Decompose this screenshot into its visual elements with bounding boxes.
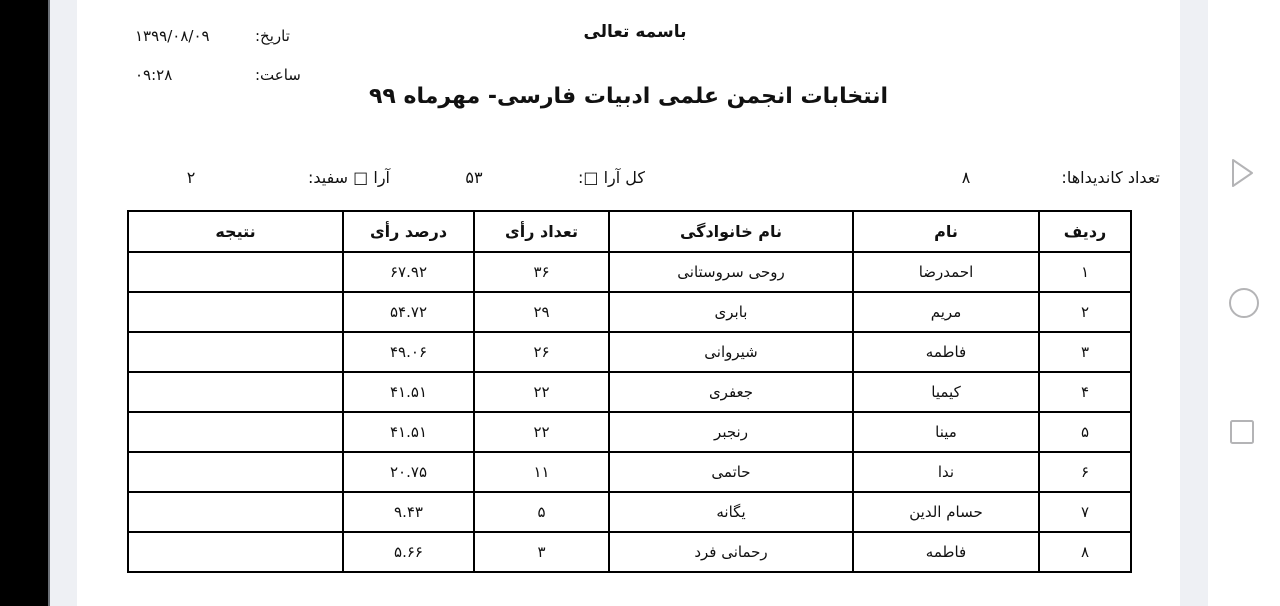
table-row <box>128 492 1131 532</box>
table-row <box>128 412 1131 452</box>
table-cell: ندا <box>853 452 1039 492</box>
table-cell: حاتمی <box>609 452 853 492</box>
candidates-count-value: ۸ <box>961 168 971 187</box>
table-cell: بابری <box>609 292 853 332</box>
table-cell: رنجبر <box>609 412 853 452</box>
back-button[interactable] <box>1228 157 1256 189</box>
table-cell: مریم <box>853 292 1039 332</box>
table-cell: ۲ <box>1039 292 1131 332</box>
table-cell: ۳۶ <box>474 252 609 292</box>
besmellah-text: باسمه تعالی <box>583 22 687 42</box>
table-cell: ۵۴.۷۲ <box>343 292 474 332</box>
date-label: تاریخ: <box>255 27 290 45</box>
table-cell <box>128 452 343 492</box>
table-cell: ۵.۶۶ <box>343 532 474 572</box>
table-row <box>128 372 1131 412</box>
table-cell: ۷ <box>1039 492 1131 532</box>
table-cell: ۴۱.۵۱ <box>343 412 474 452</box>
table-cell: ۱۱ <box>474 452 609 492</box>
table-cell: ۴۹.۰۶ <box>343 332 474 372</box>
table-cell: ۵ <box>474 492 609 532</box>
table-cell: حسام الدین <box>853 492 1039 532</box>
table-cell: شیروانی <box>609 332 853 372</box>
recent-apps-button[interactable] <box>1228 418 1256 446</box>
home-circle-icon <box>1228 287 1260 319</box>
table-header-cell: درصد رأی <box>343 211 474 252</box>
table-cell <box>128 372 343 412</box>
total-votes-label: کل آرا □: <box>577 168 645 187</box>
table-row <box>128 332 1131 372</box>
time-label: ساعت: <box>255 66 301 84</box>
total-votes-value: ۵۳ <box>465 168 483 187</box>
table-cell <box>128 412 343 452</box>
table-cell: ۲۰.۷۵ <box>343 452 474 492</box>
candidates-count-label: تعداد کاندیداها: <box>1061 168 1160 187</box>
table-header-cell: ردیف <box>1039 211 1131 252</box>
table-cell <box>128 292 343 332</box>
table-cell <box>128 332 343 372</box>
table-cell: احمدرضا <box>853 252 1039 292</box>
page-title: انتخابات انجمن علمی ادبیات فارسی- مهرماه ۹۹ <box>368 84 889 109</box>
table-cell: ۳ <box>1039 332 1131 372</box>
table-cell: ۴ <box>1039 372 1131 412</box>
table-cell: جعفری <box>609 372 853 412</box>
table-cell <box>128 252 343 292</box>
table-header-cell: نام <box>853 211 1039 252</box>
table-cell: ۱ <box>1039 252 1131 292</box>
table-cell <box>128 532 343 572</box>
table-row <box>128 452 1131 492</box>
table-cell: ۵ <box>1039 412 1131 452</box>
table-cell: روحی سروستانی <box>609 252 853 292</box>
table-cell: ۴۱.۵۱ <box>343 372 474 412</box>
recent-square-icon <box>1228 418 1256 446</box>
page-right-gutter <box>1180 0 1208 606</box>
table-cell: مینا <box>853 412 1039 452</box>
table-cell <box>128 492 343 532</box>
page-left-gutter <box>48 0 77 606</box>
table-cell: ۶ <box>1039 452 1131 492</box>
document-page <box>77 0 1180 606</box>
table-cell: ۲۶ <box>474 332 609 372</box>
table-cell: ۸ <box>1039 532 1131 572</box>
table-cell: ۶۷.۹۲ <box>343 252 474 292</box>
table-row <box>128 252 1131 292</box>
table-cell: ۲۹ <box>474 292 609 332</box>
table-cell: ۹.۴۳ <box>343 492 474 532</box>
table-cell: فاطمه <box>853 532 1039 572</box>
table-cell: یگانه <box>609 492 853 532</box>
table-cell: فاطمه <box>853 332 1039 372</box>
table-row <box>128 532 1131 572</box>
table-header-cell: تعداد رأی <box>474 211 609 252</box>
table-row <box>128 292 1131 332</box>
table-cell: ۳ <box>474 532 609 572</box>
table-header-cell: نتیجه <box>128 211 343 252</box>
table-header-cell: نام خانوادگی <box>609 211 853 252</box>
table-cell: ۲۲ <box>474 372 609 412</box>
screen-edge-black-strip <box>0 0 48 606</box>
table-cell: ۲۲ <box>474 412 609 452</box>
table-header-row <box>128 211 1131 252</box>
results-table <box>127 210 1132 573</box>
date-value: ۱۳۹۹/۰۸/۰۹ <box>135 27 210 45</box>
table-cell: کیمیا <box>853 372 1039 412</box>
blank-votes-value: ۲ <box>186 168 196 187</box>
android-nav-bar <box>1208 0 1280 606</box>
back-triangle-icon <box>1228 157 1256 189</box>
home-button[interactable] <box>1228 287 1260 319</box>
blank-votes-label: آرا □ سفید: <box>307 168 390 187</box>
table-cell: رحمانی فرد <box>609 532 853 572</box>
time-value: ۰۹:۲۸ <box>135 66 173 84</box>
